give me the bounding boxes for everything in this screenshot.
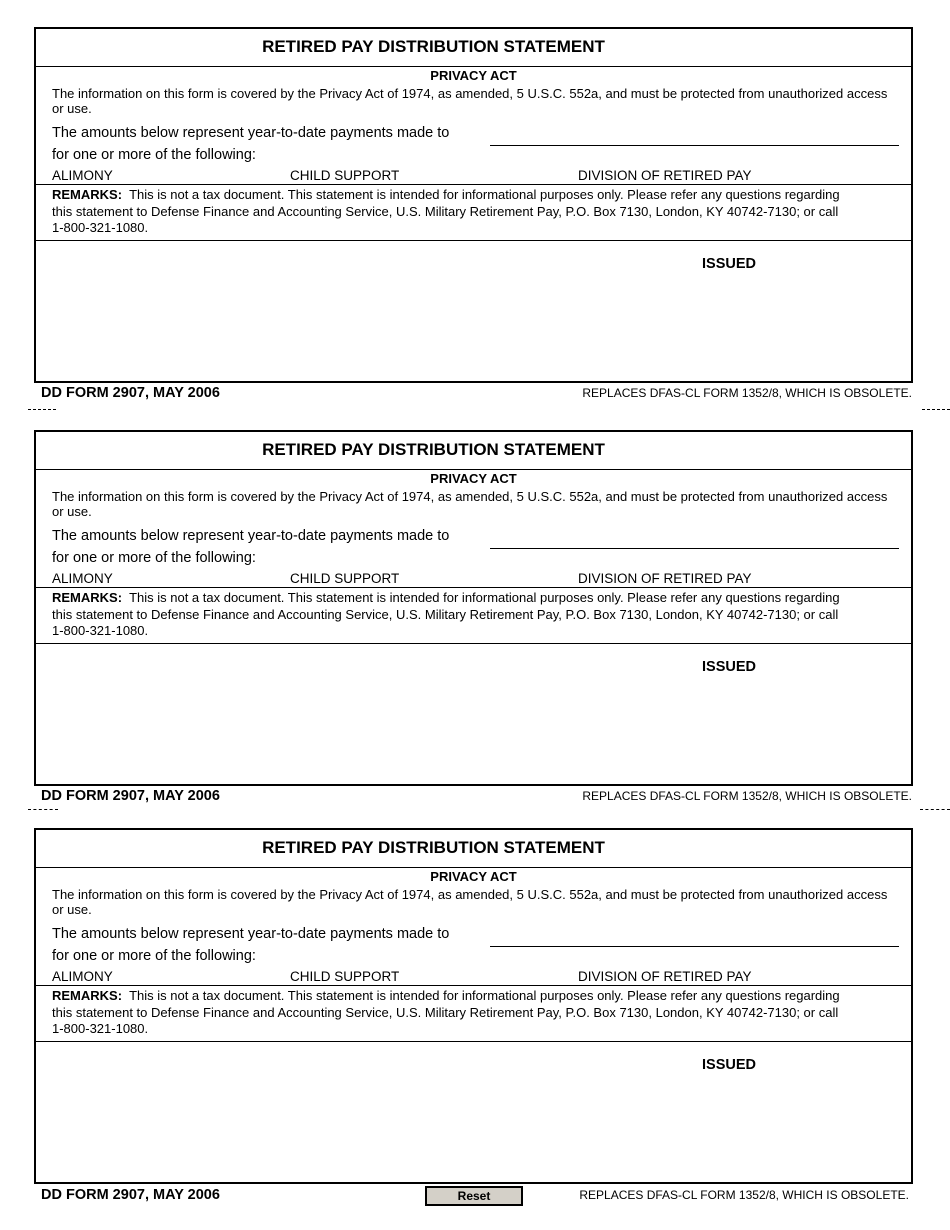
option-division-retired-pay: DIVISION OF RETIRED PAY xyxy=(578,969,752,984)
cut-line xyxy=(28,809,58,810)
cut-line xyxy=(922,409,950,410)
privacy-section xyxy=(36,868,911,986)
remarks-text: This is not a tax document. This statement is intended for informational purposes only. Please refer any questions regarding this statement to Defense Finance and Accounting Service, U.S. Military Retirement Pay, P.O. Box 7130, London, KY 40742-7130; or call 1-800-321-1080. xyxy=(52,187,840,235)
option-alimony: ALIMONY xyxy=(52,969,113,984)
cut-line xyxy=(920,809,950,810)
payee-field[interactable] xyxy=(490,946,899,947)
issued-field[interactable] xyxy=(36,241,911,381)
option-child-support: CHILD SUPPORT xyxy=(290,571,400,586)
option-alimony: ALIMONY xyxy=(52,571,113,586)
remarks-label: REMARKS: xyxy=(52,590,123,605)
payee-field[interactable] xyxy=(490,548,899,549)
option-alimony: ALIMONY xyxy=(52,168,113,183)
replaces-note: REPLACES DFAS-CL FORM 1352/8, WHICH IS OBSOLETE. xyxy=(582,789,912,803)
statement-copy-3 xyxy=(34,828,913,1184)
privacy-section xyxy=(36,67,911,185)
privacy-text: The information on this form is covered by the Privacy Act of 1974, as amended, 5 U.S.C. 552a, and must be protected from unauthorized access or use. xyxy=(52,86,888,116)
amounts-label: The amounts below represent year-to-date payments made to xyxy=(52,528,450,544)
replaces-note: REPLACES DFAS-CL FORM 1352/8, WHICH IS OBSOLETE. xyxy=(582,386,912,400)
form-id: DD FORM 2907, MAY 2006 xyxy=(41,385,220,401)
privacy-text: The information on this form is covered by the Privacy Act of 1974, as amended, 5 U.S.C. 552a, and must be protected from unauthorized access or use. xyxy=(52,887,888,917)
remarks-section xyxy=(36,588,911,644)
following-label: for one or more of the following: xyxy=(52,550,256,566)
issued-label: ISSUED xyxy=(702,1057,756,1073)
amounts-label: The amounts below represent year-to-date payments made to xyxy=(52,926,450,942)
form-id: DD FORM 2907, MAY 2006 xyxy=(41,788,220,804)
remarks-text: This is not a tax document. This statement is intended for informational purposes only. Please refer any questions regarding this statement to Defense Finance and Accounting Service, U.S. Military Retirement Pay, P.O. Box 7130, London, KY 40742-7130; or call 1-800-321-1080. xyxy=(52,590,840,638)
following-label: for one or more of the following: xyxy=(52,948,256,964)
issued-field[interactable] xyxy=(36,1042,911,1182)
form-id: DD FORM 2907, MAY 2006 xyxy=(41,1187,220,1203)
form-title: RETIRED PAY DISTRIBUTION STATEMENT xyxy=(36,432,911,470)
privacy-heading: PRIVACY ACT xyxy=(430,869,517,884)
remarks-label: REMARKS: xyxy=(52,988,123,1003)
issued-label: ISSUED xyxy=(702,659,756,675)
payee-field[interactable] xyxy=(490,145,899,146)
remarks-section xyxy=(36,185,911,241)
amounts-label: The amounts below represent year-to-date payments made to xyxy=(52,125,450,141)
privacy-section xyxy=(36,470,911,588)
reset-button[interactable]: Reset xyxy=(425,1186,523,1206)
privacy-text: The information on this form is covered by the Privacy Act of 1974, as amended, 5 U.S.C. 552a, and must be protected from unauthorized access or use. xyxy=(52,489,888,519)
following-label: for one or more of the following: xyxy=(52,147,256,163)
privacy-heading: PRIVACY ACT xyxy=(430,471,517,486)
issued-label: ISSUED xyxy=(702,256,756,272)
form-title: RETIRED PAY DISTRIBUTION STATEMENT xyxy=(36,830,911,868)
option-division-retired-pay: DIVISION OF RETIRED PAY xyxy=(578,168,752,183)
privacy-heading: PRIVACY ACT xyxy=(430,68,517,83)
remarks-label: REMARKS: xyxy=(52,187,123,202)
option-child-support: CHILD SUPPORT xyxy=(290,168,400,183)
replaces-note: REPLACES DFAS-CL FORM 1352/8, WHICH IS OBSOLETE. xyxy=(579,1188,909,1202)
cut-line xyxy=(28,409,56,410)
option-child-support: CHILD SUPPORT xyxy=(290,969,400,984)
statement-copy-1 xyxy=(34,27,913,383)
form-title: RETIRED PAY DISTRIBUTION STATEMENT xyxy=(36,29,911,67)
remarks-text: This is not a tax document. This statement is intended for informational purposes only. Please refer any questions regarding this statement to Defense Finance and Accounting Service, U.S. Military Retirement Pay, P.O. Box 7130, London, KY 40742-7130; or call 1-800-321-1080. xyxy=(52,988,840,1036)
statement-copy-2 xyxy=(34,430,913,786)
issued-field[interactable] xyxy=(36,644,911,784)
option-division-retired-pay: DIVISION OF RETIRED PAY xyxy=(578,571,752,586)
remarks-section xyxy=(36,986,911,1042)
